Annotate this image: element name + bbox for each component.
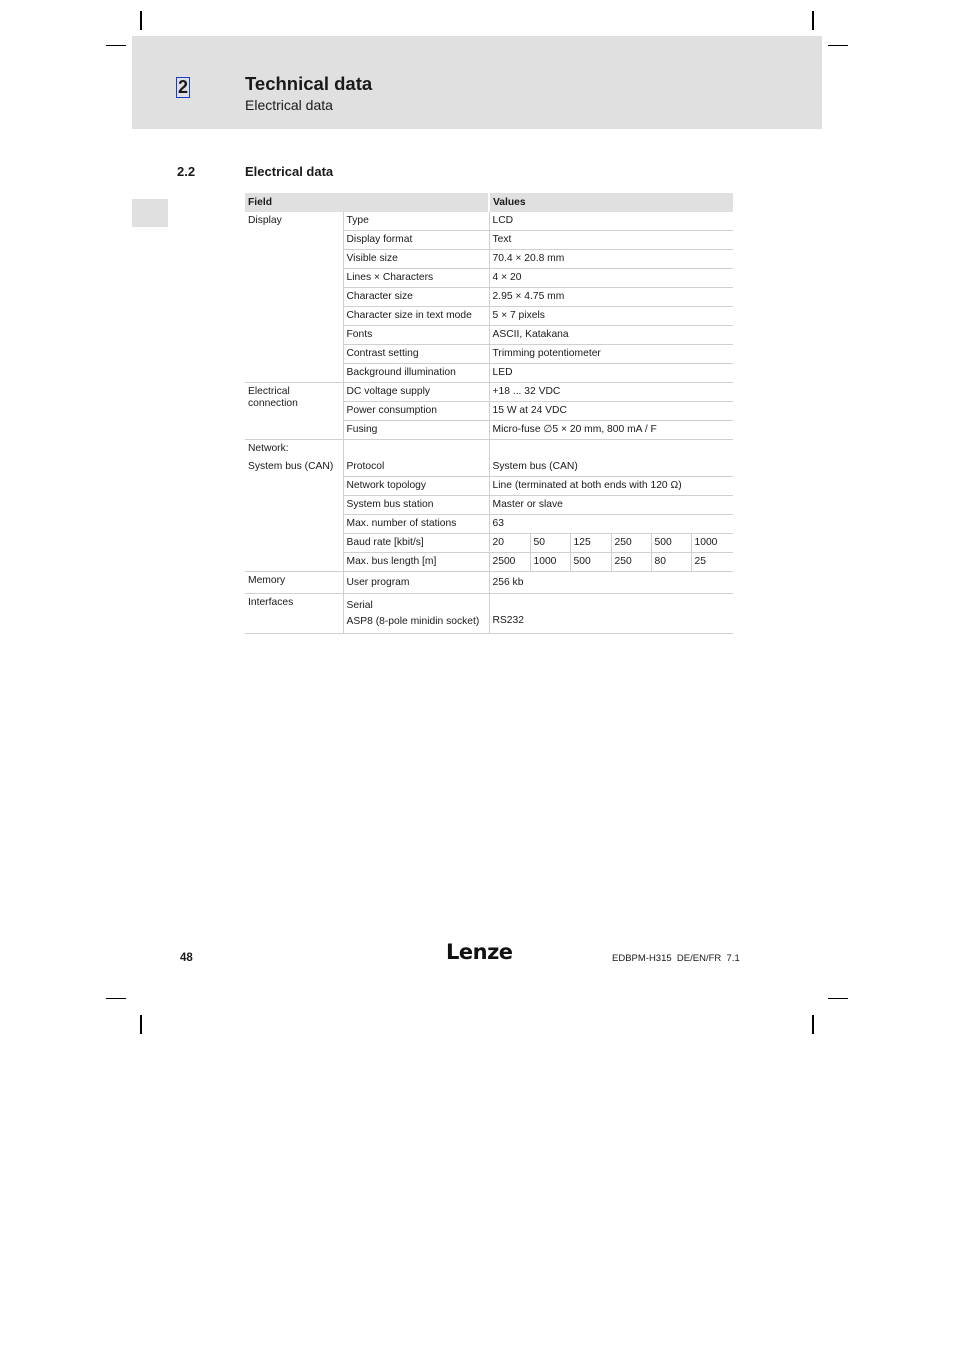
value-cell: 70.4 × 20.8 mm [489,250,733,269]
param-cell: Contrast setting [343,345,489,364]
group-label-network [245,440,343,572]
table-row [245,594,733,634]
param-cell: Max. bus length [m] [343,553,489,572]
crop-mark [140,11,142,30]
param-cell: Visible size [343,250,489,269]
value-cell: 4 × 20 [489,269,733,288]
page-number: 48 [180,952,193,964]
bus-length-value: 250 [611,553,651,572]
bus-length-value: 500 [570,553,611,572]
param-cell: Fonts [343,326,489,345]
interfaces-param-line2: ASP8 (8-pole minidin socket) [346,616,480,627]
value-cell: +18 ... 32 VDC [489,383,733,402]
bus-length-value: 2500 [489,553,530,572]
crop-mark [106,45,126,46]
param-cell: DC voltage supply [343,383,489,402]
param-cell [343,594,489,634]
param-cell: User program [343,572,489,594]
section-marker-tab [132,199,168,227]
table-header-row [245,193,733,212]
chapter-number: 2 [178,77,189,97]
group-label-memory: Memory [245,572,343,594]
crop-mark [828,45,848,46]
network-label-line2: System bus (CAN) [248,461,334,472]
param-cell: Fusing [343,421,489,440]
section-number: 2.2 [177,164,196,179]
param-cell: Character size [343,288,489,307]
group-label-electrical-connection: Electrical connection [245,383,343,440]
baud-rate-value: 50 [530,534,570,553]
param-cell: Baud rate [kbit/s] [343,534,489,553]
network-label-line1: Network: [248,443,289,454]
document-id: EDBPM-H315 DE/EN/FR 7.1 [612,953,740,964]
crop-mark [812,11,814,30]
value-cell: 256 kb [489,572,733,594]
crop-mark [812,1015,814,1034]
interfaces-param-line1: Serial [346,600,373,611]
param-cell: Protocol [343,440,489,477]
param-cell: Network topology [343,477,489,496]
baud-rate-value: 1000 [691,534,733,553]
param-cell: Max. number of stations [343,515,489,534]
electrical-data-table [245,193,733,634]
baud-rate-value: 20 [489,534,530,553]
baud-rate-value: 250 [611,534,651,553]
param-cell: Background illumination [343,364,489,383]
crop-mark [140,1015,142,1034]
value-cell: 5 × 7 pixels [489,307,733,326]
param-cell: System bus station [343,496,489,515]
value-cell: LED [489,364,733,383]
crop-mark [828,998,848,999]
value-cell: RS232 [489,594,733,634]
bus-length-value: 80 [651,553,691,572]
chapter-title: Technical data [245,73,373,94]
baud-rate-value: 125 [570,534,611,553]
crop-mark [106,998,126,999]
param-cell: Power consumption [343,402,489,421]
value-cell: System bus (CAN) [489,440,733,477]
value-cell: 63 [489,515,733,534]
baud-rate-value: 500 [651,534,691,553]
value-cell: Micro-fuse ∅5 × 20 mm, 800 mA / F [489,421,733,440]
chapter-header-band [132,36,822,129]
value-cell: Master or slave [489,496,733,515]
value-cell: ASCII, Katakana [489,326,733,345]
group-label-interfaces: Interfaces [245,594,343,634]
table-row [245,572,733,594]
bus-length-value: 25 [691,553,733,572]
param-cell: Lines × Characters [343,269,489,288]
param-cell: Display format [343,231,489,250]
bus-length-value: 1000 [530,553,570,572]
table-row [245,212,733,231]
group-label-display: Display [245,212,343,383]
lenze-logo: Lenze [446,940,513,964]
value-cell: 2.95 × 4.75 mm [489,288,733,307]
param-cell: Character size in text mode [343,307,489,326]
value-cell: Trimming potentiometer [489,345,733,364]
value-cell: 15 W at 24 VDC [489,402,733,421]
column-header-values: Values [489,193,733,212]
table-row [245,383,733,402]
value-cell: Line (terminated at both ends with 120 Ω) [489,477,733,496]
value-cell: LCD [489,212,733,231]
param-cell: Type [343,212,489,231]
chapter-subtitle: Electrical data [245,97,333,113]
table-row [245,440,733,477]
value-cell: Text [489,231,733,250]
section-title: Electrical data [245,164,334,179]
column-header-field: Field [245,193,489,212]
